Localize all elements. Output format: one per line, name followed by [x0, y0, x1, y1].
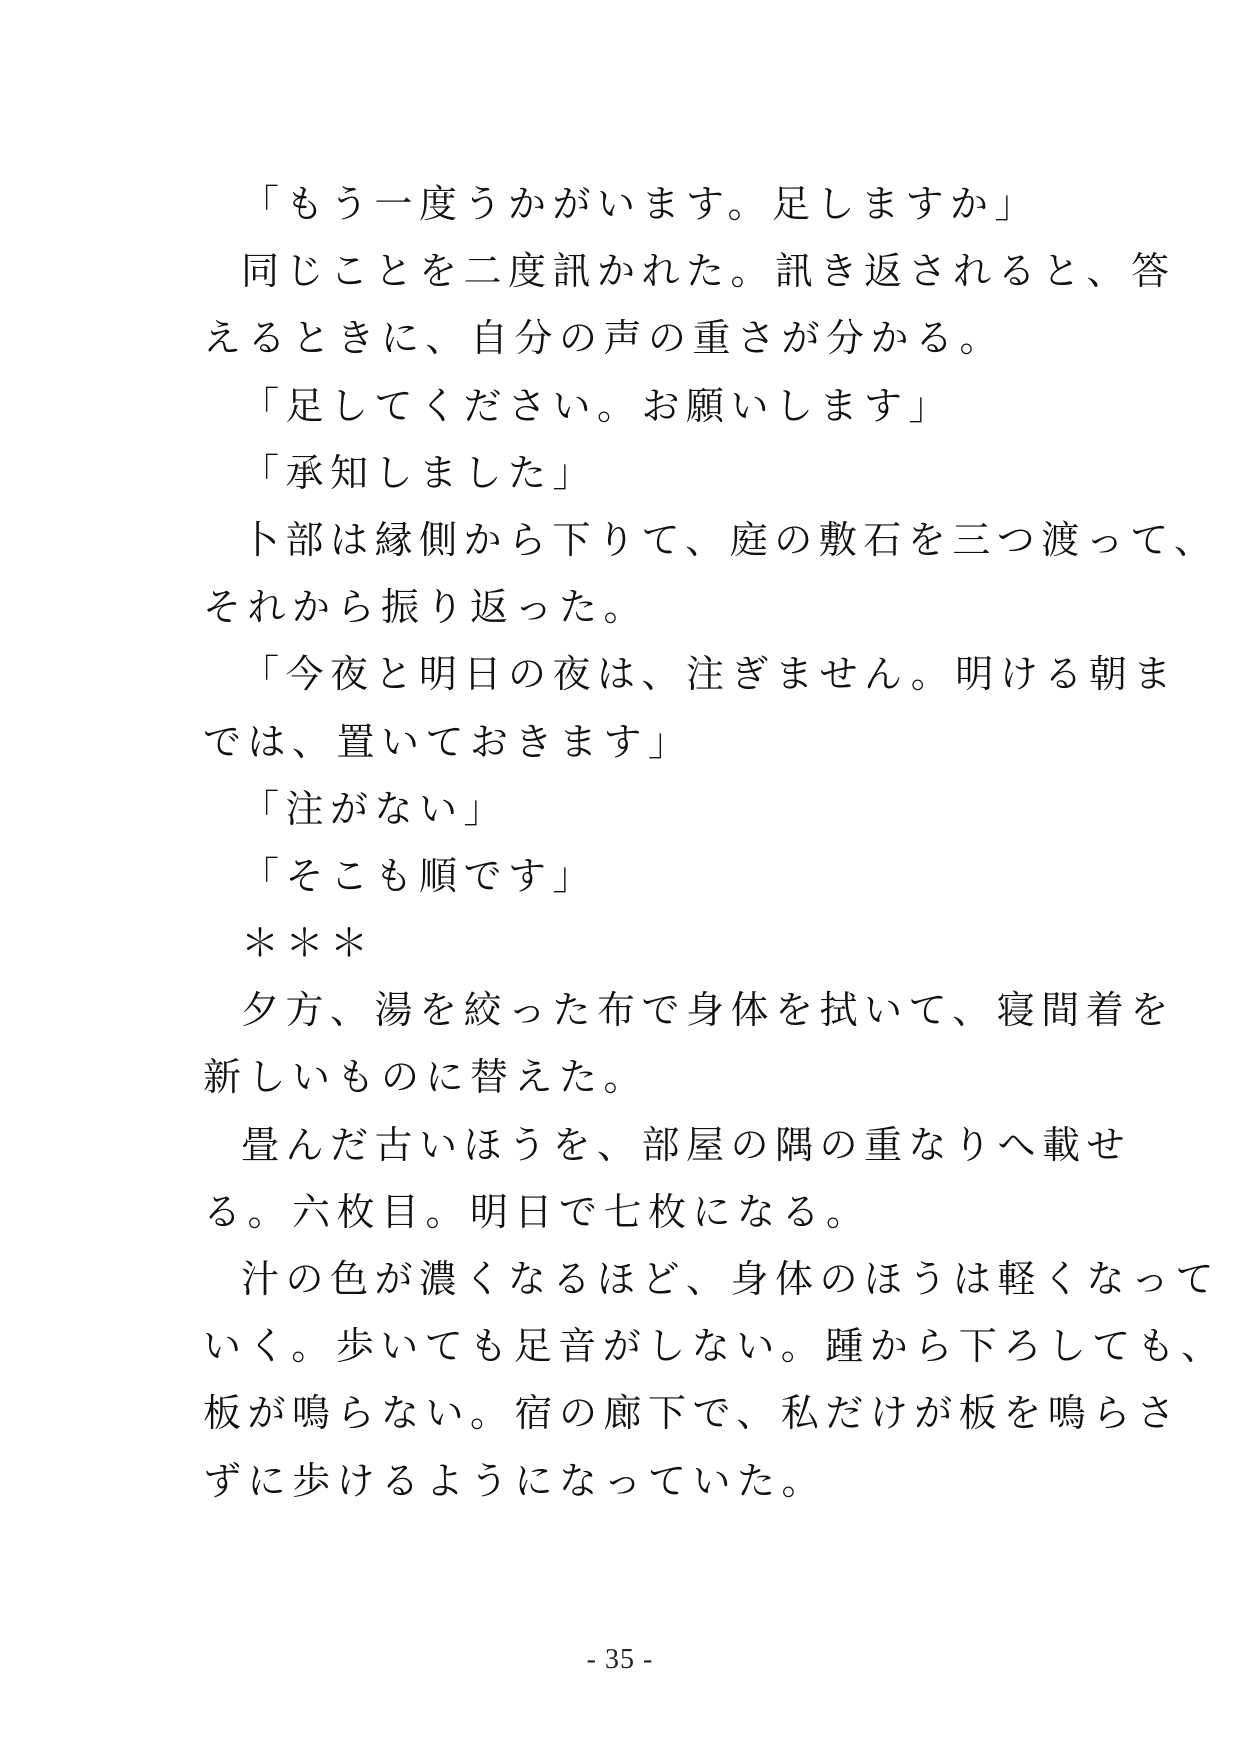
- text-line: 同じことを二度訊かれた。訊き返されると、答: [241, 249, 1176, 294]
- text-line: 「足してください。お願いします」: [241, 383, 954, 428]
- text-line: いく。歩いても足音がしない。踵から下ろしても、: [203, 1324, 1226, 1369]
- text-line: る。六枚目。明日で七枚になる。: [203, 1189, 871, 1234]
- text-line: 夕方、湯を絞った布で身体を拭いて、寝間着を: [241, 988, 1175, 1033]
- text-line: それから振り返った。: [203, 585, 649, 630]
- text-line: 汁の色が濃くなるほど、身体のほうは軽くなって: [241, 1257, 1221, 1301]
- text-line: 卜部は縁側から下りて、庭の敷石を三つ渡って、: [241, 517, 1219, 562]
- body-text: [203, 171, 1226, 1515]
- text-line: 「今夜と明日の夜は、注ぎません。明ける朝ま: [241, 652, 1178, 697]
- scene-break: ＊＊＊: [241, 921, 375, 966]
- text-line: ずに歩けるようになっていた。: [203, 1458, 827, 1503]
- text-line: では、置いておきます」: [203, 719, 693, 764]
- text-line: 板が鳴らない。宿の廊下で、私だけが板を鳴らさ: [203, 1391, 1182, 1436]
- text-line: えるときに、自分の声の重さが分かる。: [203, 316, 1005, 361]
- page-number: - 35 -: [586, 1644, 654, 1675]
- text-line: 「承知しました」: [241, 450, 598, 495]
- text-line: 新しいものに替えた。: [203, 1055, 649, 1100]
- text-line: 「もう一度うかがいます。足しますか」: [241, 182, 1039, 226]
- text-line: 畳んだ古いほうを、部屋の隅の重なりへ載せ: [241, 1122, 1132, 1167]
- text-line: 「そこも順です」: [241, 853, 598, 898]
- text-line: 「注がない」: [241, 786, 509, 831]
